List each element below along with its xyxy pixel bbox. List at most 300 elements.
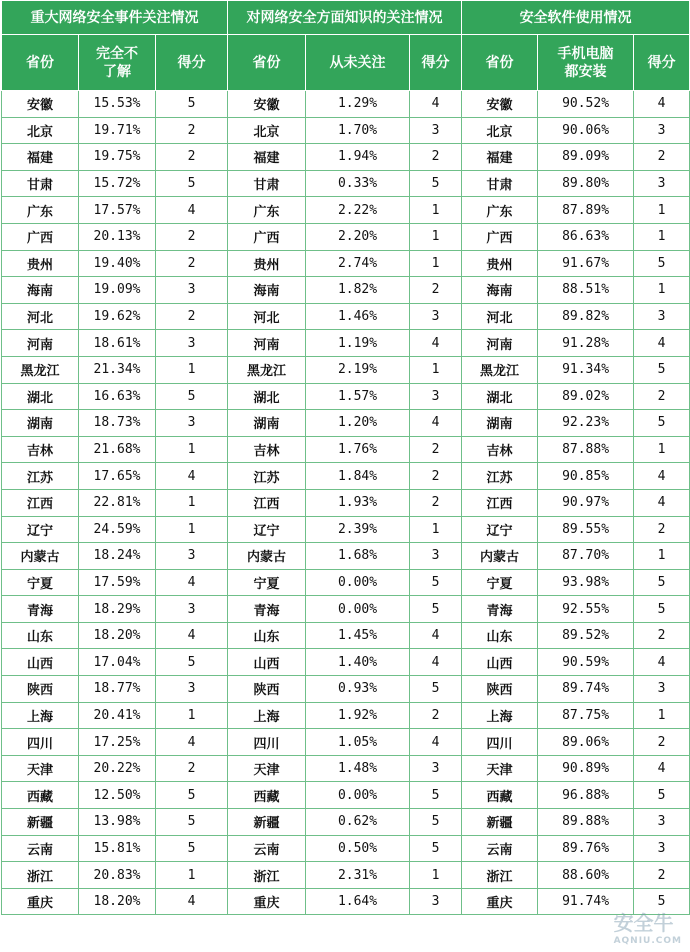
table-row xyxy=(2,755,690,782)
cell-province-3: 山东 xyxy=(462,622,538,649)
cell-never-follow-pct: 1.29% xyxy=(306,91,410,118)
table-row xyxy=(2,782,690,809)
cell-unaware-pct: 24.59% xyxy=(79,516,156,543)
cell-score-1: 5 xyxy=(156,649,228,676)
cell-score-3: 5 xyxy=(634,782,690,809)
cell-province-3: 湖南 xyxy=(462,410,538,437)
cell-score-1: 1 xyxy=(156,489,228,516)
cell-unaware-pct: 13.98% xyxy=(79,809,156,836)
cell-both-installed-pct: 91.74% xyxy=(538,888,634,915)
cell-unaware-pct: 17.59% xyxy=(79,569,156,596)
cell-score-3: 1 xyxy=(634,543,690,570)
cell-province-3: 福建 xyxy=(462,144,538,171)
cell-score-3: 3 xyxy=(634,303,690,330)
table-row xyxy=(2,888,690,915)
cell-score-1: 1 xyxy=(156,436,228,463)
cell-score-2: 4 xyxy=(410,622,462,649)
table-row xyxy=(2,356,690,383)
cell-unaware-pct: 21.34% xyxy=(79,356,156,383)
cell-both-installed-pct: 90.85% xyxy=(538,463,634,490)
cell-score-1: 3 xyxy=(156,596,228,623)
cell-province-3: 重庆 xyxy=(462,888,538,915)
col-header-both-installed: 手机电脑都安装 xyxy=(538,35,634,91)
cell-province-2: 山东 xyxy=(228,622,306,649)
cell-both-installed-pct: 92.23% xyxy=(538,410,634,437)
cell-province-1: 广西 xyxy=(2,223,79,250)
cell-score-2: 5 xyxy=(410,170,462,197)
cell-score-2: 1 xyxy=(410,223,462,250)
cell-province-3: 浙江 xyxy=(462,862,538,889)
cell-province-1: 浙江 xyxy=(2,862,79,889)
table-row xyxy=(2,809,690,836)
cell-province-2: 福建 xyxy=(228,144,306,171)
cell-province-3: 辽宁 xyxy=(462,516,538,543)
cell-unaware-pct: 18.29% xyxy=(79,596,156,623)
cell-score-1: 4 xyxy=(156,197,228,224)
cell-unaware-pct: 20.41% xyxy=(79,702,156,729)
cell-province-3: 贵州 xyxy=(462,250,538,277)
col-header-score-3: 得分 xyxy=(634,35,690,91)
cell-province-2: 海南 xyxy=(228,277,306,304)
group-header-software: 安全软件使用情况 xyxy=(462,1,690,35)
cell-unaware-pct: 20.22% xyxy=(79,755,156,782)
cell-never-follow-pct: 1.57% xyxy=(306,383,410,410)
table-row xyxy=(2,569,690,596)
cell-score-3: 3 xyxy=(634,117,690,144)
cell-score-3: 3 xyxy=(634,835,690,862)
cell-province-1: 海南 xyxy=(2,277,79,304)
cell-province-1: 湖北 xyxy=(2,383,79,410)
cell-score-2: 3 xyxy=(410,543,462,570)
cell-both-installed-pct: 89.09% xyxy=(538,144,634,171)
cell-province-2: 贵州 xyxy=(228,250,306,277)
cell-unaware-pct: 18.20% xyxy=(79,888,156,915)
table-row xyxy=(2,144,690,171)
cell-unaware-pct: 16.63% xyxy=(79,383,156,410)
cell-score-2: 1 xyxy=(410,197,462,224)
cell-province-2: 上海 xyxy=(228,702,306,729)
cell-province-2: 浙江 xyxy=(228,862,306,889)
cell-province-3: 安徽 xyxy=(462,91,538,118)
cell-province-1: 辽宁 xyxy=(2,516,79,543)
cell-score-2: 2 xyxy=(410,702,462,729)
cell-never-follow-pct: 1.20% xyxy=(306,410,410,437)
cell-score-1: 4 xyxy=(156,569,228,596)
cell-never-follow-pct: 1.70% xyxy=(306,117,410,144)
table-row xyxy=(2,117,690,144)
cell-province-1: 陕西 xyxy=(2,676,79,703)
cell-province-3: 黑龙江 xyxy=(462,356,538,383)
cell-unaware-pct: 19.62% xyxy=(79,303,156,330)
table-row xyxy=(2,489,690,516)
cell-score-2: 4 xyxy=(410,410,462,437)
cell-province-2: 甘肃 xyxy=(228,170,306,197)
col-header-never-follow: 从未关注 xyxy=(306,35,410,91)
cell-province-2: 青海 xyxy=(228,596,306,623)
cell-province-1: 天津 xyxy=(2,755,79,782)
cell-never-follow-pct: 1.92% xyxy=(306,702,410,729)
cell-unaware-pct: 17.25% xyxy=(79,729,156,756)
table-row xyxy=(2,410,690,437)
cell-province-2: 西藏 xyxy=(228,782,306,809)
cell-province-2: 陕西 xyxy=(228,676,306,703)
cell-never-follow-pct: 1.45% xyxy=(306,622,410,649)
cell-both-installed-pct: 91.34% xyxy=(538,356,634,383)
cell-score-1: 2 xyxy=(156,144,228,171)
cell-never-follow-pct: 1.68% xyxy=(306,543,410,570)
cell-score-2: 5 xyxy=(410,782,462,809)
cell-score-1: 3 xyxy=(156,543,228,570)
cell-province-2: 吉林 xyxy=(228,436,306,463)
cell-score-2: 2 xyxy=(410,436,462,463)
table-row xyxy=(2,649,690,676)
cell-province-2: 广东 xyxy=(228,197,306,224)
cell-never-follow-pct: 1.05% xyxy=(306,729,410,756)
cell-province-3: 四川 xyxy=(462,729,538,756)
group-header-knowledge: 对网络安全方面知识的关注情况 xyxy=(228,1,462,35)
cell-province-1: 安徽 xyxy=(2,91,79,118)
col-header-province-3: 省份 xyxy=(462,35,538,91)
cell-both-installed-pct: 89.88% xyxy=(538,809,634,836)
cell-province-1: 江苏 xyxy=(2,463,79,490)
cell-both-installed-pct: 92.55% xyxy=(538,596,634,623)
cell-province-1: 新疆 xyxy=(2,809,79,836)
cell-score-2: 3 xyxy=(410,303,462,330)
table-row xyxy=(2,622,690,649)
cell-province-1: 甘肃 xyxy=(2,170,79,197)
cell-score-3: 5 xyxy=(634,250,690,277)
cell-province-2: 江西 xyxy=(228,489,306,516)
cell-score-2: 5 xyxy=(410,676,462,703)
cell-score-1: 5 xyxy=(156,782,228,809)
cell-unaware-pct: 20.13% xyxy=(79,223,156,250)
cell-never-follow-pct: 0.00% xyxy=(306,782,410,809)
cell-unaware-pct: 21.68% xyxy=(79,436,156,463)
cell-province-2: 黑龙江 xyxy=(228,356,306,383)
cell-province-2: 江苏 xyxy=(228,463,306,490)
cell-unaware-pct: 15.53% xyxy=(79,91,156,118)
cell-score-3: 4 xyxy=(634,755,690,782)
cell-province-1: 内蒙古 xyxy=(2,543,79,570)
cell-score-3: 2 xyxy=(634,622,690,649)
cell-province-2: 北京 xyxy=(228,117,306,144)
cell-score-1: 4 xyxy=(156,463,228,490)
cell-province-3: 广西 xyxy=(462,223,538,250)
cell-both-installed-pct: 87.89% xyxy=(538,197,634,224)
cell-score-3: 4 xyxy=(634,649,690,676)
cell-score-3: 3 xyxy=(634,170,690,197)
cell-score-3: 5 xyxy=(634,410,690,437)
table-row xyxy=(2,170,690,197)
col-header-province-2: 省份 xyxy=(228,35,306,91)
cell-both-installed-pct: 91.67% xyxy=(538,250,634,277)
cell-unaware-pct: 19.75% xyxy=(79,144,156,171)
cell-unaware-pct: 19.71% xyxy=(79,117,156,144)
cell-province-2: 广西 xyxy=(228,223,306,250)
cell-unaware-pct: 22.81% xyxy=(79,489,156,516)
cell-province-1: 福建 xyxy=(2,144,79,171)
cell-province-3: 上海 xyxy=(462,702,538,729)
table-row xyxy=(2,250,690,277)
cell-both-installed-pct: 90.97% xyxy=(538,489,634,516)
table-row xyxy=(2,303,690,330)
cell-score-2: 2 xyxy=(410,463,462,490)
cell-never-follow-pct: 0.00% xyxy=(306,596,410,623)
cell-both-installed-pct: 90.06% xyxy=(538,117,634,144)
table-row xyxy=(2,436,690,463)
cell-province-3: 吉林 xyxy=(462,436,538,463)
cell-province-1: 贵州 xyxy=(2,250,79,277)
watermark-subtext: AQNIU.COM xyxy=(613,936,682,946)
cell-never-follow-pct: 1.40% xyxy=(306,649,410,676)
cell-never-follow-pct: 0.50% xyxy=(306,835,410,862)
cell-province-3: 甘肃 xyxy=(462,170,538,197)
cell-both-installed-pct: 89.52% xyxy=(538,622,634,649)
cell-province-1: 湖南 xyxy=(2,410,79,437)
group-header-events: 重大网络安全事件关注情况 xyxy=(2,1,228,35)
cell-province-1: 河南 xyxy=(2,330,79,357)
cell-province-3: 河南 xyxy=(462,330,538,357)
cell-score-3: 4 xyxy=(634,330,690,357)
cell-province-3: 北京 xyxy=(462,117,538,144)
cell-province-1: 吉林 xyxy=(2,436,79,463)
cell-never-follow-pct: 0.93% xyxy=(306,676,410,703)
watermark-logo xyxy=(614,907,682,946)
cell-province-3: 山西 xyxy=(462,649,538,676)
cell-score-1: 3 xyxy=(156,330,228,357)
cell-score-1: 1 xyxy=(156,702,228,729)
cell-score-3: 4 xyxy=(634,489,690,516)
table-row xyxy=(2,596,690,623)
cell-province-2: 山西 xyxy=(228,649,306,676)
cell-score-3: 3 xyxy=(634,676,690,703)
cell-both-installed-pct: 90.52% xyxy=(538,91,634,118)
cell-score-3: 2 xyxy=(634,383,690,410)
cell-score-2: 2 xyxy=(410,277,462,304)
table-row xyxy=(2,91,690,118)
cell-both-installed-pct: 89.80% xyxy=(538,170,634,197)
cell-province-3: 内蒙古 xyxy=(462,543,538,570)
cell-both-installed-pct: 91.28% xyxy=(538,330,634,357)
cell-both-installed-pct: 90.89% xyxy=(538,755,634,782)
col-header-province-1: 省份 xyxy=(2,35,79,91)
cell-never-follow-pct: 2.22% xyxy=(306,197,410,224)
cell-score-2: 3 xyxy=(410,755,462,782)
cell-score-1: 3 xyxy=(156,277,228,304)
table-row xyxy=(2,330,690,357)
table-row xyxy=(2,197,690,224)
cell-province-3: 湖北 xyxy=(462,383,538,410)
table-row xyxy=(2,862,690,889)
group-header-row xyxy=(2,1,690,35)
cell-province-1: 上海 xyxy=(2,702,79,729)
cell-never-follow-pct: 1.82% xyxy=(306,277,410,304)
cell-province-1: 四川 xyxy=(2,729,79,756)
cell-score-3: 1 xyxy=(634,277,690,304)
cell-score-2: 1 xyxy=(410,250,462,277)
cell-province-2: 天津 xyxy=(228,755,306,782)
cell-score-3: 2 xyxy=(634,729,690,756)
cell-province-3: 陕西 xyxy=(462,676,538,703)
cell-province-1: 北京 xyxy=(2,117,79,144)
cell-never-follow-pct: 1.48% xyxy=(306,755,410,782)
cell-unaware-pct: 17.57% xyxy=(79,197,156,224)
cell-both-installed-pct: 89.76% xyxy=(538,835,634,862)
cell-province-1: 青海 xyxy=(2,596,79,623)
cell-province-3: 云南 xyxy=(462,835,538,862)
cell-province-1: 山西 xyxy=(2,649,79,676)
cell-score-1: 4 xyxy=(156,888,228,915)
cell-score-2: 4 xyxy=(410,649,462,676)
cell-both-installed-pct: 96.88% xyxy=(538,782,634,809)
cell-never-follow-pct: 1.46% xyxy=(306,303,410,330)
cell-unaware-pct: 17.65% xyxy=(79,463,156,490)
cell-score-2: 1 xyxy=(410,516,462,543)
table-row xyxy=(2,223,690,250)
cell-province-3: 西藏 xyxy=(462,782,538,809)
cell-score-1: 5 xyxy=(156,809,228,836)
cell-score-2: 2 xyxy=(410,489,462,516)
cell-province-2: 河北 xyxy=(228,303,306,330)
column-header-row xyxy=(2,35,690,91)
cell-never-follow-pct: 2.74% xyxy=(306,250,410,277)
cell-both-installed-pct: 93.98% xyxy=(538,569,634,596)
cell-never-follow-pct: 1.84% xyxy=(306,463,410,490)
cell-score-2: 5 xyxy=(410,596,462,623)
cell-score-2: 4 xyxy=(410,91,462,118)
cell-never-follow-pct: 0.00% xyxy=(306,569,410,596)
cell-unaware-pct: 18.77% xyxy=(79,676,156,703)
cell-both-installed-pct: 87.88% xyxy=(538,436,634,463)
table-row xyxy=(2,463,690,490)
cell-score-3: 2 xyxy=(634,862,690,889)
table-row xyxy=(2,543,690,570)
cell-score-1: 5 xyxy=(156,170,228,197)
cell-province-3: 宁夏 xyxy=(462,569,538,596)
cell-province-3: 青海 xyxy=(462,596,538,623)
cell-score-1: 3 xyxy=(156,676,228,703)
cell-score-2: 4 xyxy=(410,330,462,357)
cell-province-2: 湖北 xyxy=(228,383,306,410)
cell-never-follow-pct: 2.39% xyxy=(306,516,410,543)
cell-score-1: 5 xyxy=(156,835,228,862)
cell-both-installed-pct: 89.06% xyxy=(538,729,634,756)
cell-both-installed-pct: 89.74% xyxy=(538,676,634,703)
cell-both-installed-pct: 90.59% xyxy=(538,649,634,676)
cell-unaware-pct: 17.04% xyxy=(79,649,156,676)
cell-score-3: 1 xyxy=(634,197,690,224)
cell-unaware-pct: 18.20% xyxy=(79,622,156,649)
cell-score-2: 2 xyxy=(410,144,462,171)
cell-province-3: 广东 xyxy=(462,197,538,224)
table-row xyxy=(2,702,690,729)
cell-province-2: 新疆 xyxy=(228,809,306,836)
cell-both-installed-pct: 89.55% xyxy=(538,516,634,543)
cell-score-1: 4 xyxy=(156,622,228,649)
table-row xyxy=(2,383,690,410)
cell-unaware-pct: 19.40% xyxy=(79,250,156,277)
cell-both-installed-pct: 88.51% xyxy=(538,277,634,304)
cell-score-1: 2 xyxy=(156,117,228,144)
cell-score-3: 1 xyxy=(634,702,690,729)
cell-never-follow-pct: 0.62% xyxy=(306,809,410,836)
cell-both-installed-pct: 89.02% xyxy=(538,383,634,410)
cell-province-1: 西藏 xyxy=(2,782,79,809)
cell-province-2: 湖南 xyxy=(228,410,306,437)
cell-score-1: 1 xyxy=(156,516,228,543)
cell-score-1: 1 xyxy=(156,862,228,889)
cell-score-2: 3 xyxy=(410,888,462,915)
cell-score-1: 2 xyxy=(156,250,228,277)
cell-score-3: 4 xyxy=(634,91,690,118)
cell-province-2: 四川 xyxy=(228,729,306,756)
table-row xyxy=(2,729,690,756)
cell-both-installed-pct: 87.70% xyxy=(538,543,634,570)
cell-unaware-pct: 18.73% xyxy=(79,410,156,437)
table-row xyxy=(2,835,690,862)
cell-score-3: 4 xyxy=(634,463,690,490)
cell-province-2: 河南 xyxy=(228,330,306,357)
cell-score-1: 2 xyxy=(156,223,228,250)
cell-never-follow-pct: 2.31% xyxy=(306,862,410,889)
cell-score-3: 2 xyxy=(634,516,690,543)
province-security-table xyxy=(1,0,690,915)
cell-score-1: 2 xyxy=(156,755,228,782)
cell-province-1: 云南 xyxy=(2,835,79,862)
cell-score-3: 3 xyxy=(634,809,690,836)
watermark-text: 安全牛 xyxy=(613,911,674,935)
cell-score-2: 1 xyxy=(410,356,462,383)
cell-score-3: 2 xyxy=(634,144,690,171)
cell-province-1: 黑龙江 xyxy=(2,356,79,383)
cell-province-1: 广东 xyxy=(2,197,79,224)
cell-never-follow-pct: 1.93% xyxy=(306,489,410,516)
cell-province-1: 江西 xyxy=(2,489,79,516)
cell-score-2: 1 xyxy=(410,862,462,889)
table-body xyxy=(2,91,690,915)
cell-score-3: 1 xyxy=(634,436,690,463)
table-row xyxy=(2,277,690,304)
col-header-score-1: 得分 xyxy=(156,35,228,91)
cell-province-3: 江西 xyxy=(462,489,538,516)
cell-never-follow-pct: 1.94% xyxy=(306,144,410,171)
cell-never-follow-pct: 1.64% xyxy=(306,888,410,915)
cell-unaware-pct: 15.72% xyxy=(79,170,156,197)
cell-never-follow-pct: 1.19% xyxy=(306,330,410,357)
cell-province-3: 河北 xyxy=(462,303,538,330)
cell-province-1: 河北 xyxy=(2,303,79,330)
cell-score-3: 5 xyxy=(634,569,690,596)
cell-score-1: 4 xyxy=(156,729,228,756)
cell-score-1: 5 xyxy=(156,91,228,118)
cell-score-1: 1 xyxy=(156,356,228,383)
cell-score-2: 5 xyxy=(410,835,462,862)
cell-both-installed-pct: 87.75% xyxy=(538,702,634,729)
cell-province-2: 云南 xyxy=(228,835,306,862)
cell-province-1: 山东 xyxy=(2,622,79,649)
cell-score-2: 3 xyxy=(410,383,462,410)
col-header-unaware: 完全不了解 xyxy=(79,35,156,91)
cell-province-2: 辽宁 xyxy=(228,516,306,543)
cell-unaware-pct: 18.61% xyxy=(79,330,156,357)
cell-score-3: 5 xyxy=(634,888,690,915)
cell-province-3: 天津 xyxy=(462,755,538,782)
cell-unaware-pct: 12.50% xyxy=(79,782,156,809)
cell-province-2: 安徽 xyxy=(228,91,306,118)
cell-province-1: 宁夏 xyxy=(2,569,79,596)
table-row xyxy=(2,516,690,543)
cell-unaware-pct: 20.83% xyxy=(79,862,156,889)
